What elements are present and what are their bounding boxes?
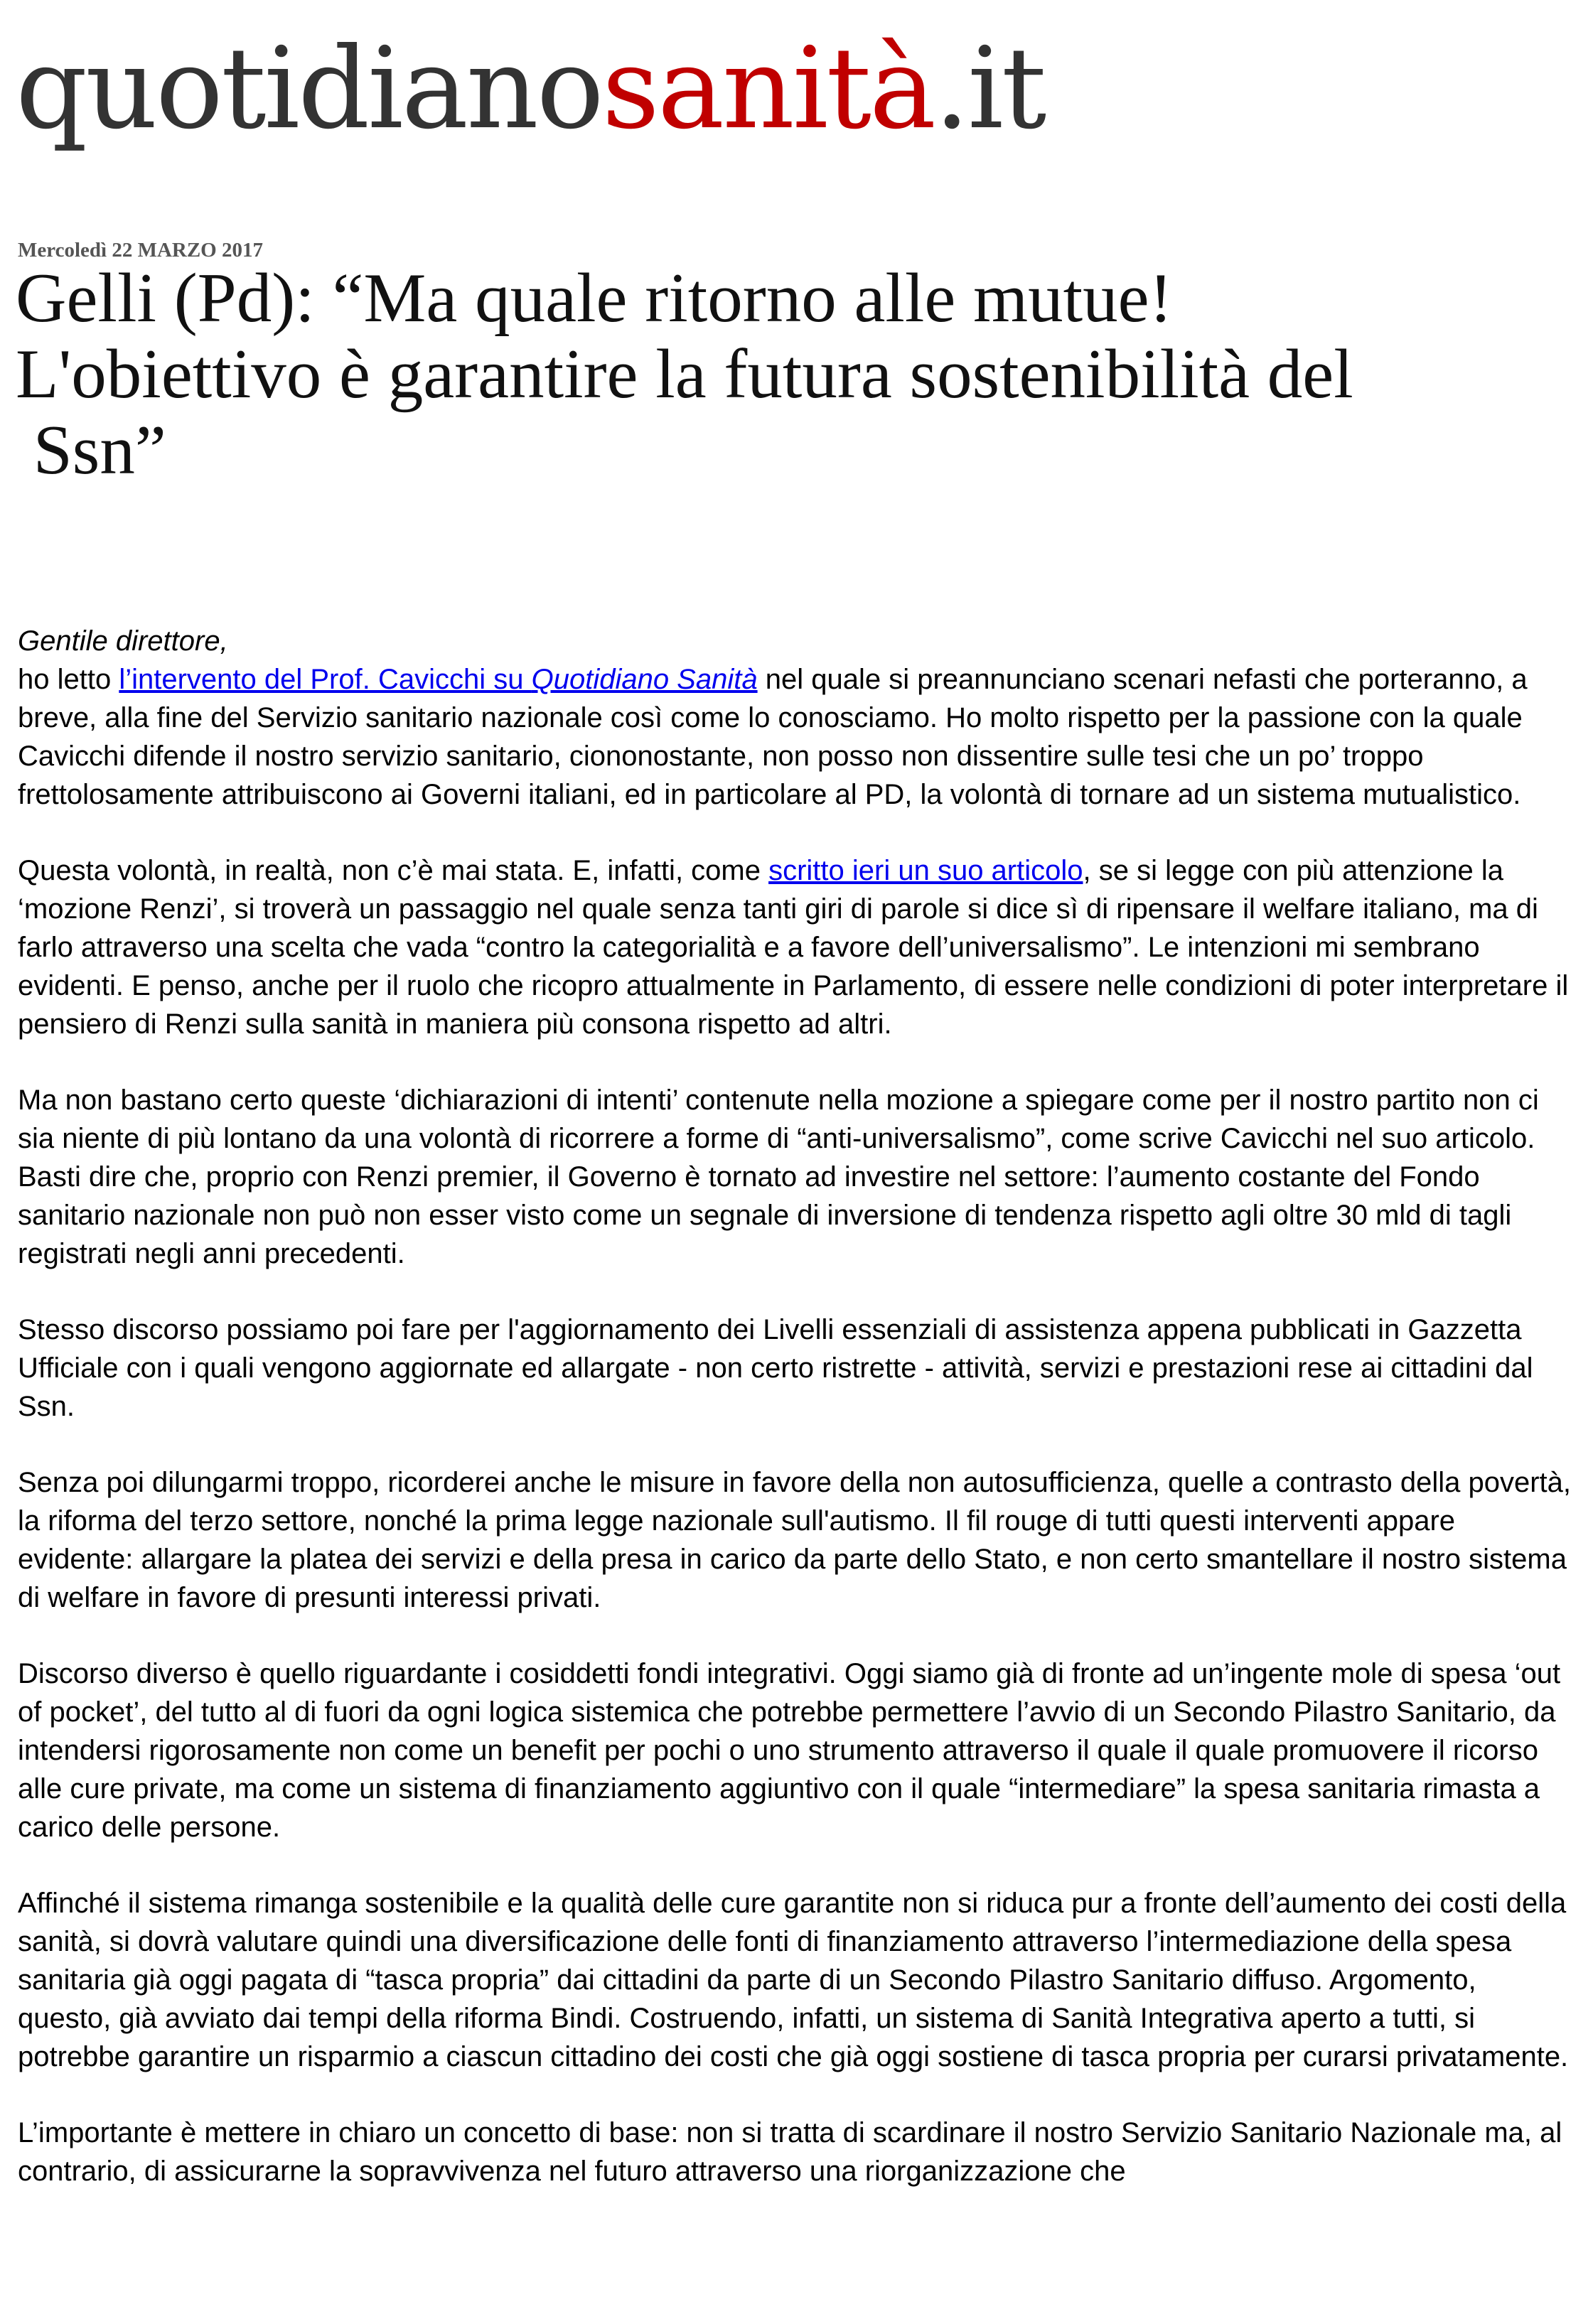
site-logo[interactable] (16, 23, 1045, 154)
article-title-line-2: L'obiettivo è garantire la futura sostenibilità del (16, 335, 1353, 413)
article-date: Mercoledì 22 MARZO 2017 (18, 239, 263, 262)
article-title-line-1: Gelli (Pd): “Ma quale ritorno alle mutue! (16, 259, 1173, 337)
cavicchi-article-link[interactable]: l’intervento del Prof. Cavicchi su Quotidiano Sanità (119, 664, 758, 695)
paragraph-1-intro: ho letto (18, 664, 119, 695)
article-title (16, 260, 1565, 488)
logo-text-quotidiano: quotidiano (16, 23, 602, 154)
logo-text-sanita: sanità (601, 23, 935, 154)
paragraph-1-text: nel quale si preannunciano scenari nefasti che porteranno, a breve, alla fine del Servizio sanitario nazionale così come lo conosciamo. Ho molto rispetto per la passione con la quale Cavicchi difende il nostro servizio sanitario, ciononostante, non posso non dissentire sulle tesi che un po’ troppo frettolosamente attribuiscono ai Governi italiani, ed in particolare al PD, la volontà di tornare ad un sistema mutualistico. (18, 664, 1528, 810)
paragraph-2 (18, 851, 1576, 1043)
logo-text-domain: .it (934, 23, 1045, 154)
paragraph-2-intro: Questa volontà, in realtà, non c’è mai stata. E, infatti, come (18, 855, 769, 886)
paragraph-5: Senza poi dilungarmi troppo, ricorderei anche le misure in favore della non autosufficienza, quelle a contrasto della povertà, la riforma del terzo settore, nonché la prima legge nazionale sull'autismo. Il fil rouge di tutti questi interventi appare evidente: allargare la platea dei servizi e della presa in carico da parte dello Stato, e non certo smantellare il nostro sistema di welfare in favore di presunti interessi privati. (18, 1467, 1571, 1613)
paragraph-4: Stesso discorso possiamo poi fare per l'aggiornamento dei Livelli essenziali di assistenza appena pubblicati in Gazzetta Ufficiale con i quali vengono aggiornate ed allargate - non certo ristrette - attività, servizi e prestazioni rese ai cittadini dal Ssn. (18, 1314, 1533, 1422)
paragraph-3: Ma non bastano certo queste ‘dichiarazioni di intenti’ contenute nella mozione a spiegare come per il nostro partito non ci sia niente di più lontano da una volontà di ricorrere a forme di “anti-universalismo”, come scrive Cavicchi nel suo articolo. Basti dire che, proprio con Renzi premier, il Governo è tornato ad investire nel settore: l’aumento costante del Fondo sanitario nazionale non può non esser visto come un segnale di inversione di tendenza rispetto agli oltre 30 mld di tagli registrati negli anni precedenti. (18, 1085, 1539, 1269)
yesterday-article-link[interactable]: scritto ieri un suo articolo (768, 855, 1083, 886)
paragraph-8: L’importante è mettere in chiaro un concetto di base: non si tratta di scardinare il nostro Servizio Sanitario Nazionale ma, al contrario, di assicurarne la sopravvivenza nel futuro attraverso una riorganizzazione che (18, 2117, 1562, 2187)
paragraph-2-text: , se si legge con più attenzione la ‘mozione Renzi’, si troverà un passaggio nel quale senza tanti giri di parole si dice sì di ripensare il welfare italiano, ma di farlo attraverso una scelta che vada “contro la categorialità e a favore dell’universalismo”. Le intenzioni mi sembrano evidenti. E penso, anche per il ruolo che ricopro attualmente in Parlamento, di essere nelle condizioni di poter interpretare il pensiero di Renzi sulla sanità in maniera più consona rispetto ad altri. (18, 855, 1569, 1040)
article-body (18, 622, 1576, 2228)
paragraph-7: Affinché il sistema rimanga sostenibile e la qualità delle cure garantite non si riduca pur a fronte dell’aumento dei costi della sanità, si dovrà valutare quindi una diversificazione delle fonti di finanziamento attraverso l’intermediazione della spesa sanitaria già oggi pagata di “tasca propria” dai cittadini da parte di un Secondo Pilastro Sanitario diffuso. Argomento, questo, già avviato dai tempi della riforma Bindi. Costruendo, infatti, un sistema di Sanità Integrativa aperto a tutti, si potrebbe garantire un risparmio a ciascun cittadino dei costi che già oggi sostiene di tasca propria per curarsi privatamente. (18, 1888, 1569, 2072)
greeting: Gentile direttore, (18, 625, 228, 657)
paragraph-1 (18, 622, 1576, 814)
paragraph-6: Discorso diverso è quello riguardante i cosiddetti fondi integrativi. Oggi siamo già di fronte ad un’ingente mole di spesa ‘out of pocket’, del tutto al di fuori da ogni logica sistemica che potrebbe permettere l’avvio di un Secondo Pilastro Sanitario, da intendersi rigorosamente non come un benefit per pochi o uno strumento attraverso il quale il quale promuovere il ricorso alle cure private, ma come un sistema di finanziamento aggiuntivo con il quale “intermediare” la spesa sanitaria rimasta a carico delle persone. (18, 1658, 1561, 1843)
article-title-line-3: Ssn” (33, 411, 166, 489)
